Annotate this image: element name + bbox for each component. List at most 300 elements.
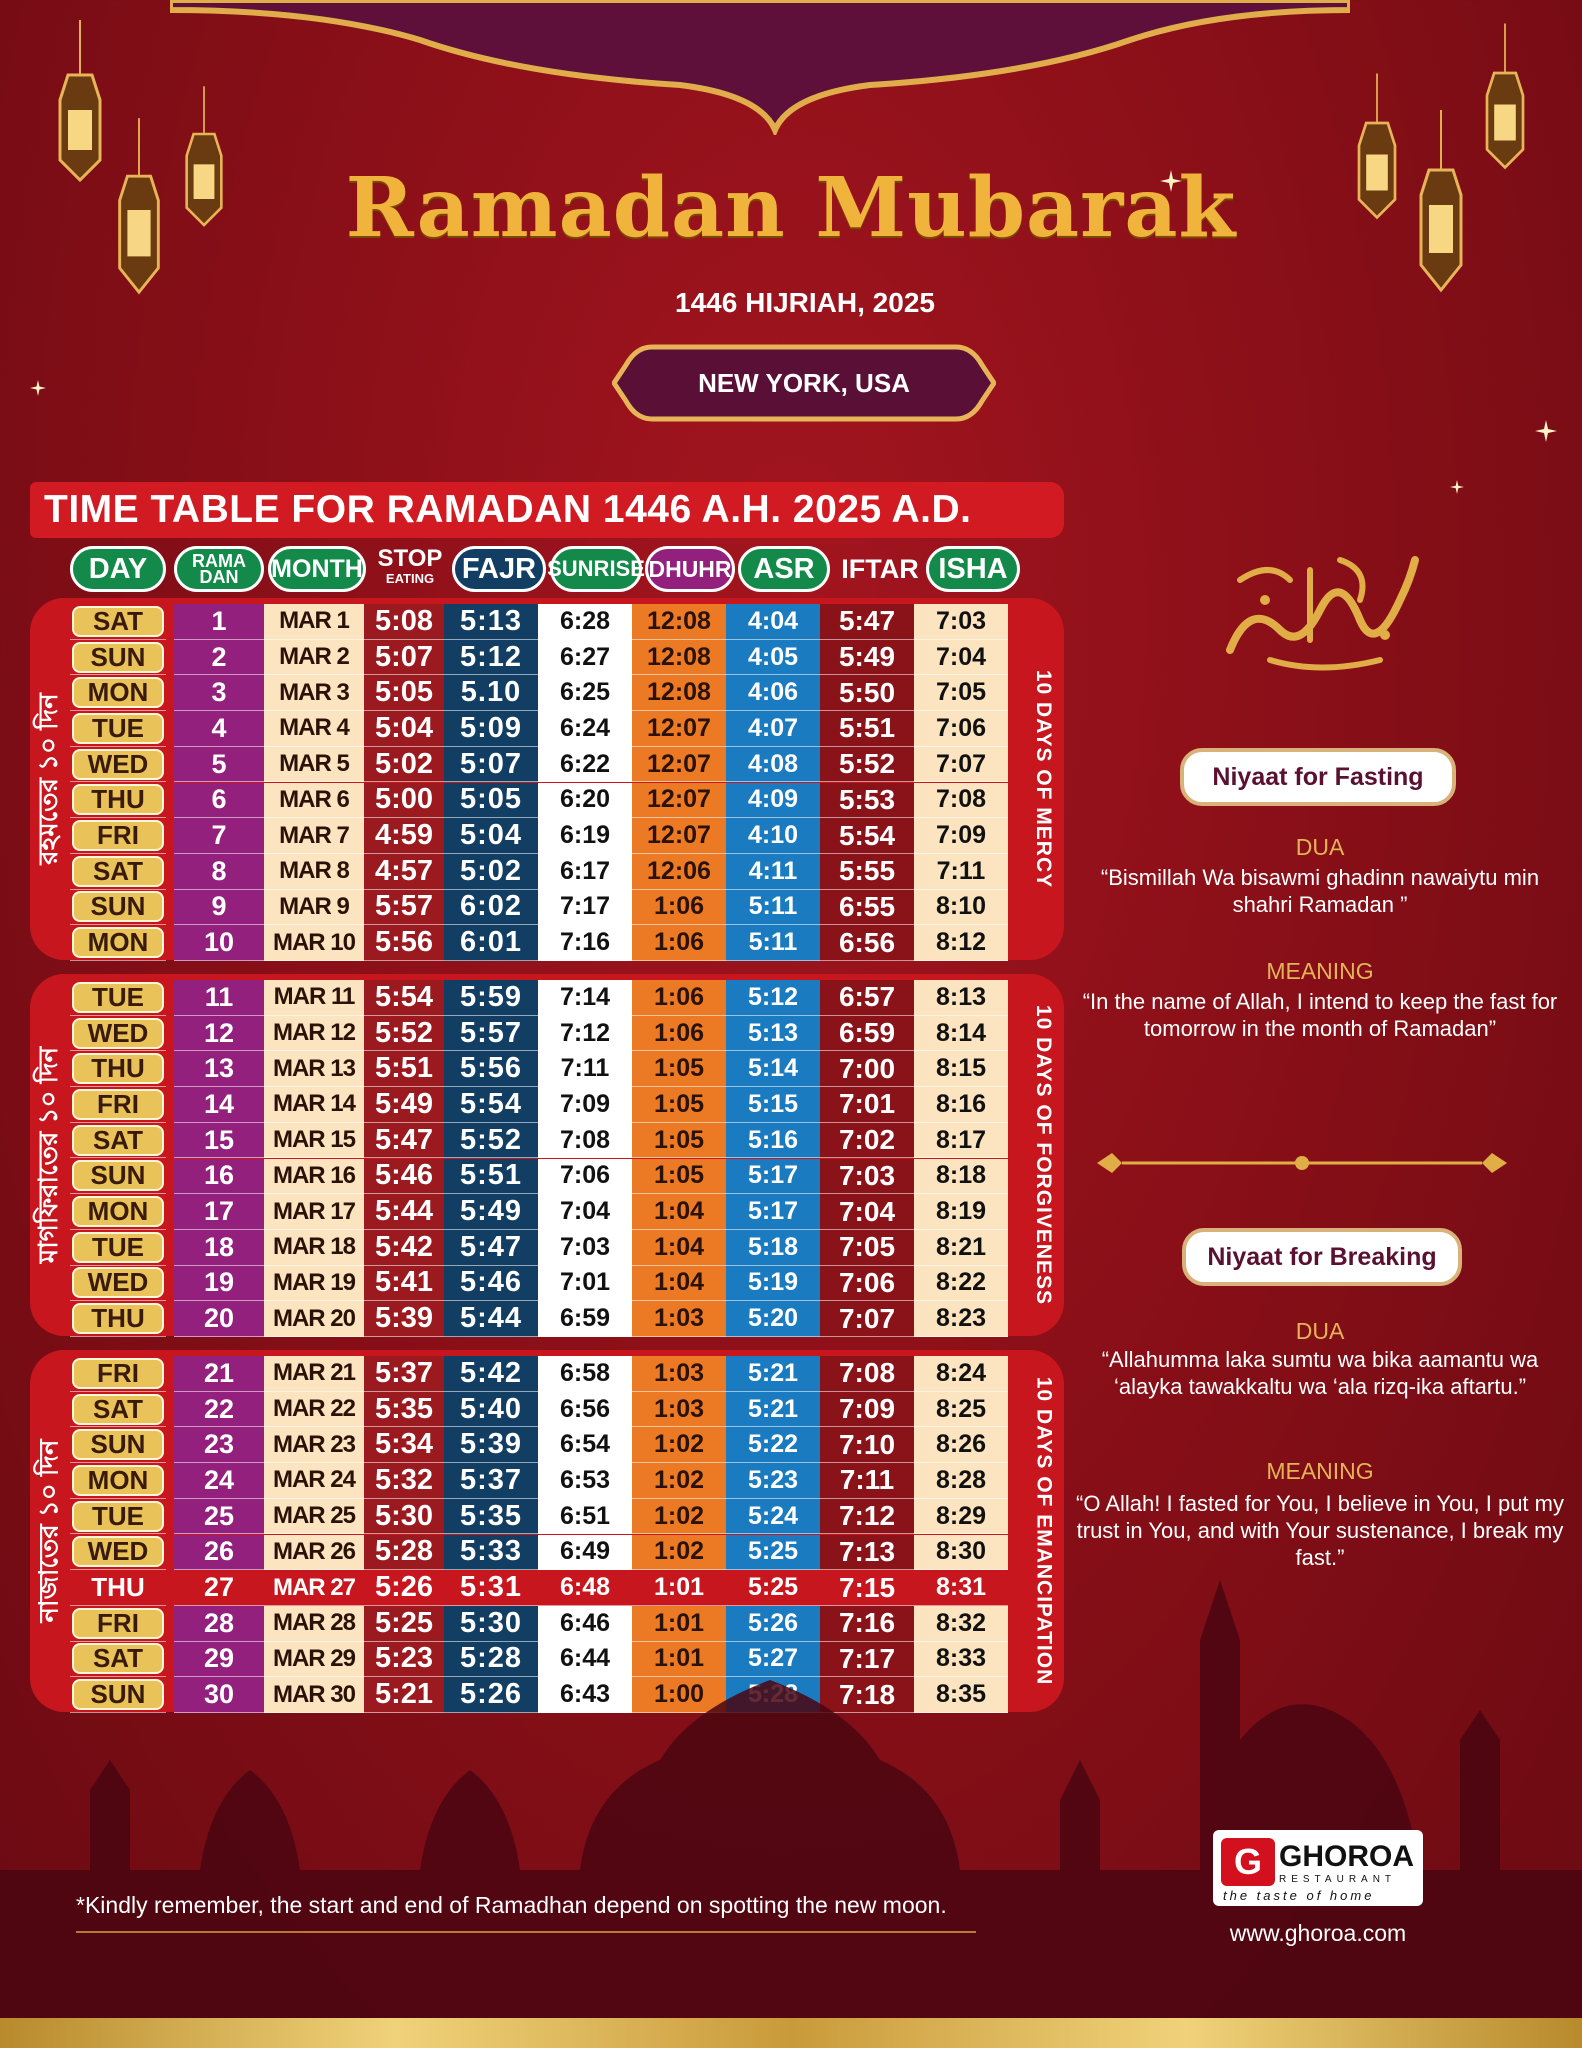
table-title: TIME TABLE FOR RAMADAN 1446 A.H. 2025 A.D. xyxy=(30,482,1064,538)
sunrise-cell: 7:12 xyxy=(538,1016,632,1052)
ramadan-cell: 12 xyxy=(174,1016,264,1052)
sunrise-cell: 6:25 xyxy=(538,675,632,711)
isha-cell: 8:16 xyxy=(914,1087,1008,1123)
asr-cell: 5:17 xyxy=(726,1194,820,1230)
sunrise-cell: 6:54 xyxy=(538,1427,632,1463)
isha-cell: 8:21 xyxy=(914,1230,1008,1266)
sunrise-cell: 6:49 xyxy=(538,1535,632,1571)
stop-eating-cell: 5:25 xyxy=(364,1606,444,1642)
month-cell: MAR 28 xyxy=(264,1606,364,1642)
iftar-cell: 7:16 xyxy=(820,1606,914,1642)
day-label: SUN xyxy=(72,1429,164,1460)
stop-eating-cell: 5:52 xyxy=(364,1016,444,1052)
header-iftar-label: IFTAR xyxy=(841,553,919,584)
dhuhr-cell: 1:05 xyxy=(632,1087,726,1123)
sparkle-icon xyxy=(1450,480,1464,494)
dhuhr-cell: 12:07 xyxy=(632,711,726,747)
asr-cell: 4:08 xyxy=(726,747,820,783)
dhuhr-cell: 1:03 xyxy=(632,1392,726,1428)
ramadan-cell: 3 xyxy=(174,675,264,711)
ramadan-cell: 29 xyxy=(174,1642,264,1678)
sunrise-cell: 6:27 xyxy=(538,640,632,676)
fajr-cell: 5:51 xyxy=(444,1159,538,1195)
asr-cell: 5:17 xyxy=(726,1159,820,1195)
table-row xyxy=(70,783,1010,819)
asr-cell: 4:09 xyxy=(726,783,820,819)
group-emancipation-en-label: 10 DAYS OF EMANCIPATION xyxy=(1032,1376,1055,1686)
dhuhr-cell: 1:03 xyxy=(632,1356,726,1392)
header-dhuhr-label: DHUHR xyxy=(648,555,732,582)
iftar-cell: 5:54 xyxy=(820,818,914,854)
fajr-cell: 5:42 xyxy=(444,1356,538,1392)
day-cell xyxy=(70,1194,166,1230)
fajr-cell: 5:52 xyxy=(444,1123,538,1159)
header-day-label: DAY xyxy=(88,552,148,585)
isha-cell: 8:31 xyxy=(914,1570,1008,1606)
ramadan-cell: 1 xyxy=(174,604,264,640)
day-label: TUE xyxy=(72,982,164,1013)
iftar-cell: 5:51 xyxy=(820,711,914,747)
stop-eating-cell: 5:46 xyxy=(364,1159,444,1195)
location-text: NEW YORK, USA xyxy=(698,368,910,398)
iftar-cell: 7:12 xyxy=(820,1499,914,1535)
isha-cell: 8:35 xyxy=(914,1677,1008,1713)
table-row xyxy=(70,1266,1010,1302)
dhuhr-cell: 1:02 xyxy=(632,1463,726,1499)
ramadan-cell: 8 xyxy=(174,854,264,890)
fajr-cell: 5:59 xyxy=(444,980,538,1016)
ramadan-cell: 23 xyxy=(174,1427,264,1463)
asr-cell: 5:23 xyxy=(726,1463,820,1499)
fajr-cell: 5:13 xyxy=(444,604,538,640)
fasting-dua-text: “Bismillah Wa bisawmi ghadinn nawaiytu min shahri Ramadan ” xyxy=(1100,865,1540,917)
ramadan-cell: 5 xyxy=(174,747,264,783)
hijri-year: 1446 HIJRIAH, 2025 xyxy=(675,287,935,318)
fajr-cell: 5:40 xyxy=(444,1392,538,1428)
stop-eating-cell: 5:49 xyxy=(364,1087,444,1123)
month-cell: MAR 10 xyxy=(264,925,364,961)
isha-cell: 8:29 xyxy=(914,1499,1008,1535)
sunrise-cell: 6:43 xyxy=(538,1677,632,1713)
footnote: *Kindly remember, the start and end of Ramadhan depend on spotting the new moon. xyxy=(76,1892,947,1918)
isha-cell: 7:04 xyxy=(914,640,1008,676)
month-cell: MAR 17 xyxy=(264,1194,364,1230)
table-row xyxy=(70,818,1010,854)
asr-cell: 5:12 xyxy=(726,980,820,1016)
asr-cell: 5:13 xyxy=(726,1016,820,1052)
day-label: FRI xyxy=(72,1608,164,1639)
table-row xyxy=(70,1463,1010,1499)
header-stop-line1: STOP xyxy=(377,545,443,572)
ramadan-cell: 15 xyxy=(174,1123,264,1159)
day-cell xyxy=(70,711,166,747)
iftar-cell: 7:13 xyxy=(820,1535,914,1571)
isha-cell: 8:30 xyxy=(914,1535,1008,1571)
isha-cell: 7:08 xyxy=(914,783,1008,819)
month-cell: MAR 16 xyxy=(264,1159,364,1195)
isha-cell: 8:13 xyxy=(914,980,1008,1016)
day-cell xyxy=(70,1499,166,1535)
isha-cell: 7:09 xyxy=(914,818,1008,854)
month-cell: MAR 1 xyxy=(264,604,364,640)
day-cell xyxy=(70,783,166,819)
stop-eating-cell: 4:57 xyxy=(364,854,444,890)
asr-cell: 4:06 xyxy=(726,675,820,711)
day-cell xyxy=(70,675,166,711)
day-cell xyxy=(70,890,166,926)
table-row xyxy=(70,1230,1010,1266)
day-cell xyxy=(70,1016,166,1052)
table-row xyxy=(70,1159,1010,1195)
table-row xyxy=(70,1301,1010,1337)
sunrise-cell: 6:19 xyxy=(538,818,632,854)
iftar-cell: 5:53 xyxy=(820,783,914,819)
sunrise-cell: 7:09 xyxy=(538,1087,632,1123)
ramadan-cell: 26 xyxy=(174,1535,264,1571)
fajr-cell: 5:09 xyxy=(444,711,538,747)
page-title: Ramadan Mubarak xyxy=(345,160,1237,256)
iftar-cell: 7:07 xyxy=(820,1301,914,1337)
group-mercy-bn xyxy=(30,598,70,960)
day-cell xyxy=(70,854,166,890)
month-cell: MAR 6 xyxy=(264,783,364,819)
iftar-cell: 7:06 xyxy=(820,1266,914,1302)
stop-eating-cell: 5:41 xyxy=(364,1266,444,1302)
stop-eating-cell: 5:00 xyxy=(364,783,444,819)
month-cell: MAR 12 xyxy=(264,1016,364,1052)
isha-cell: 8:17 xyxy=(914,1123,1008,1159)
day-cell xyxy=(70,640,166,676)
dhuhr-cell: 1:01 xyxy=(632,1642,726,1678)
day-label: MON xyxy=(72,1196,164,1227)
day-label: WED xyxy=(72,1267,164,1298)
dhuhr-cell: 12:07 xyxy=(632,783,726,819)
ramadan-cell: 10 xyxy=(174,925,264,961)
day-label: SAT xyxy=(72,606,164,637)
sparkle-icon xyxy=(1535,420,1557,442)
table-row xyxy=(70,854,1010,890)
header-month xyxy=(268,546,366,592)
sunrise-cell: 6:46 xyxy=(538,1606,632,1642)
fajr-cell: 6:02 xyxy=(444,890,538,926)
month-cell: MAR 19 xyxy=(264,1266,364,1302)
table-row xyxy=(70,1356,1010,1392)
asr-cell: 5:27 xyxy=(726,1642,820,1678)
header-sunrise-label: SUNRISE xyxy=(547,556,645,581)
ghoroa-logo-tagline: the taste of home xyxy=(1223,1888,1375,1903)
dhuhr-cell: 1:02 xyxy=(632,1535,726,1571)
table-row xyxy=(70,1087,1010,1123)
dhuhr-cell: 1:02 xyxy=(632,1499,726,1535)
breaking-dua-heading: DUA xyxy=(1295,1318,1345,1344)
sunrise-cell: 6:24 xyxy=(538,711,632,747)
iftar-cell: 5:49 xyxy=(820,640,914,676)
sunrise-cell: 7:11 xyxy=(538,1051,632,1087)
stop-eating-cell: 5:34 xyxy=(364,1427,444,1463)
isha-cell: 7:11 xyxy=(914,854,1008,890)
isha-cell: 8:23 xyxy=(914,1301,1008,1337)
dhuhr-cell: 1:05 xyxy=(632,1051,726,1087)
day-label: THU xyxy=(72,1303,164,1334)
header-month-label: MONTH xyxy=(271,554,363,583)
iftar-cell: 6:59 xyxy=(820,1016,914,1052)
day-label: SAT xyxy=(72,856,164,887)
day-label: FRI xyxy=(72,1089,164,1120)
ramadan-cell: 20 xyxy=(174,1301,264,1337)
asr-cell: 5:11 xyxy=(726,925,820,961)
fajr-cell: 5:04 xyxy=(444,818,538,854)
iftar-cell: 7:09 xyxy=(820,1392,914,1428)
asr-cell: 5:25 xyxy=(726,1570,820,1606)
day-cell xyxy=(70,818,166,854)
sunrise-cell: 7:01 xyxy=(538,1266,632,1302)
month-cell: MAR 24 xyxy=(264,1463,364,1499)
fajr-cell: 5:30 xyxy=(444,1606,538,1642)
dhuhr-cell: 1:06 xyxy=(632,890,726,926)
stop-eating-cell: 5:47 xyxy=(364,1123,444,1159)
asr-cell: 4:04 xyxy=(726,604,820,640)
table-row xyxy=(70,1016,1010,1052)
group-forgiveness-en xyxy=(1022,974,1064,1336)
table-row xyxy=(70,890,1010,926)
sunrise-cell: 6:51 xyxy=(538,1499,632,1535)
asr-cell: 5:21 xyxy=(726,1356,820,1392)
iftar-cell: 5:50 xyxy=(820,675,914,711)
breaking-dua-text: “Allahumma laka sumtu wa bika aamantu wa ‘alayka tawakkaltu wa ‘ala rizq-ika aftartu.” xyxy=(1101,1347,1539,1399)
fajr-cell: 5.10 xyxy=(444,675,538,711)
isha-cell: 7:05 xyxy=(914,675,1008,711)
sunrise-cell: 6:28 xyxy=(538,604,632,640)
group-mercy-en-label: 10 DAYS OF MERCY xyxy=(1032,669,1055,889)
day-cell xyxy=(70,1123,166,1159)
sunrise-cell: 7:17 xyxy=(538,890,632,926)
table-row xyxy=(70,747,1010,783)
isha-cell: 7:03 xyxy=(914,604,1008,640)
dhuhr-cell: 1:06 xyxy=(632,1016,726,1052)
isha-cell: 8:24 xyxy=(914,1356,1008,1392)
iftar-cell: 6:57 xyxy=(820,980,914,1016)
stop-eating-cell: 5:28 xyxy=(364,1535,444,1571)
day-label: FRI xyxy=(72,820,164,851)
month-cell: MAR 5 xyxy=(264,747,364,783)
website-link[interactable]: www.ghoroa.com xyxy=(1229,1920,1407,1946)
group-emancipation-bn-label: নাজাতের ১০ দিন xyxy=(33,1439,63,1623)
asr-cell: 4:05 xyxy=(726,640,820,676)
dhuhr-cell: 1:04 xyxy=(632,1194,726,1230)
isha-cell: 7:07 xyxy=(914,747,1008,783)
iftar-cell: 7:03 xyxy=(820,1159,914,1195)
iftar-cell: 6:55 xyxy=(820,890,914,926)
table-row xyxy=(70,640,1010,676)
iftar-cell: 7:15 xyxy=(820,1570,914,1606)
asr-cell: 4:10 xyxy=(726,818,820,854)
isha-cell: 8:18 xyxy=(914,1159,1008,1195)
header-isha-label: ISHA xyxy=(938,552,1008,585)
stop-eating-cell: 5:08 xyxy=(364,604,444,640)
day-label: THU xyxy=(72,1572,164,1603)
sunrise-cell: 6:22 xyxy=(538,747,632,783)
table-row xyxy=(70,1392,1010,1428)
iftar-cell: 7:10 xyxy=(820,1427,914,1463)
ramadan-cell: 2 xyxy=(174,640,264,676)
isha-cell: 8:33 xyxy=(914,1642,1008,1678)
day-label: SUN xyxy=(72,1160,164,1191)
sunrise-cell: 6:56 xyxy=(538,1392,632,1428)
day-label: SAT xyxy=(72,1125,164,1156)
breaking-meaning-heading: MEANING xyxy=(1266,1458,1374,1484)
sunrise-cell: 6:59 xyxy=(538,1301,632,1337)
month-cell: MAR 2 xyxy=(264,640,364,676)
dhuhr-cell: 12:07 xyxy=(632,818,726,854)
header-asr-label: ASR xyxy=(753,552,815,585)
niyaat-fasting-label: Niyaat for Fasting xyxy=(1212,762,1424,791)
sunrise-cell: 7:06 xyxy=(538,1159,632,1195)
ramadan-cell: 14 xyxy=(174,1087,264,1123)
header-fajr xyxy=(452,546,546,592)
sunrise-cell: 6:48 xyxy=(538,1570,632,1606)
fajr-cell: 5:35 xyxy=(444,1499,538,1535)
table-row xyxy=(70,1194,1010,1230)
month-cell: MAR 15 xyxy=(264,1123,364,1159)
day-label: MON xyxy=(72,1465,164,1496)
isha-cell: 7:06 xyxy=(914,711,1008,747)
ramadan-cell: 27 xyxy=(174,1570,264,1606)
day-label: WED xyxy=(72,1018,164,1049)
iftar-cell: 5:47 xyxy=(820,604,914,640)
day-cell xyxy=(70,1230,166,1266)
table-row xyxy=(70,980,1010,1016)
ramadan-cell: 7 xyxy=(174,818,264,854)
group-forgiveness-en-label: 10 DAYS OF FORGIVENESS xyxy=(1032,1004,1056,1306)
fasting-meaning-heading: MEANING xyxy=(1266,958,1374,984)
table-row xyxy=(70,675,1010,711)
ramadan-cell: 18 xyxy=(174,1230,264,1266)
day-label: SAT xyxy=(72,1394,164,1425)
month-cell: MAR 23 xyxy=(264,1427,364,1463)
day-label: SAT xyxy=(72,1643,164,1674)
dhuhr-cell: 1:05 xyxy=(632,1123,726,1159)
asr-cell: 4:07 xyxy=(726,711,820,747)
day-label: WED xyxy=(72,749,164,780)
fajr-cell: 5:54 xyxy=(444,1087,538,1123)
asr-cell: 5:18 xyxy=(726,1230,820,1266)
stop-eating-cell: 5:57 xyxy=(364,890,444,926)
iftar-cell: 7:04 xyxy=(820,1194,914,1230)
ramadan-cell: 21 xyxy=(174,1356,264,1392)
day-label: MON xyxy=(72,677,164,708)
dhuhr-cell: 1:04 xyxy=(632,1230,726,1266)
day-cell xyxy=(70,1463,166,1499)
stop-eating-cell: 5:39 xyxy=(364,1301,444,1337)
ghoroa-logo[interactable] xyxy=(1213,1830,1423,1906)
breaking-meaning-text: “O Allah! I fasted for You, I believe in You, I put my trust in You, and with Your sustenance, I break my fast.” xyxy=(1076,1491,1564,1570)
table-row xyxy=(70,1051,1010,1087)
day-cell xyxy=(70,1392,166,1428)
ramadan-cell: 4 xyxy=(174,711,264,747)
month-cell: MAR 22 xyxy=(264,1392,364,1428)
fajr-cell: 5:07 xyxy=(444,747,538,783)
day-label: TUE xyxy=(72,713,164,744)
ramadan-cell: 17 xyxy=(174,1194,264,1230)
day-label: TUE xyxy=(72,1501,164,1532)
day-cell xyxy=(70,747,166,783)
month-cell: MAR 27 xyxy=(264,1570,364,1606)
ramadan-cell: 30 xyxy=(174,1677,264,1713)
header-dhuhr xyxy=(645,546,735,592)
sunrise-cell: 7:14 xyxy=(538,980,632,1016)
ramadan-cell: 6 xyxy=(174,783,264,819)
day-cell xyxy=(70,1159,166,1195)
ramadan-cell: 11 xyxy=(174,980,264,1016)
asr-cell: 5:24 xyxy=(726,1499,820,1535)
ramadan-cell: 24 xyxy=(174,1463,264,1499)
sparkle-icon xyxy=(30,380,46,396)
month-cell: MAR 7 xyxy=(264,818,364,854)
group-forgiveness-bn-label: মাগফিরাতের ১০ দিন xyxy=(33,1046,63,1264)
iftar-cell: 6:56 xyxy=(820,925,914,961)
iftar-cell: 5:52 xyxy=(820,747,914,783)
dhuhr-cell: 1:02 xyxy=(632,1427,726,1463)
fasting-dua-heading: DUA xyxy=(1295,834,1345,860)
asr-cell: 4:11 xyxy=(726,854,820,890)
ramadan-kareem-calligraphy-icon xyxy=(1210,540,1430,680)
ramadan-cell: 19 xyxy=(174,1266,264,1302)
dhuhr-cell: 1:03 xyxy=(632,1301,726,1337)
top-arch-ornament xyxy=(170,0,1350,135)
isha-cell: 8:12 xyxy=(914,925,1008,961)
fajr-cell: 5:31 xyxy=(444,1570,538,1606)
sunrise-cell: 6:20 xyxy=(538,783,632,819)
header-sunrise xyxy=(547,546,645,592)
divider-ornament xyxy=(1092,1148,1512,1178)
iftar-cell: 7:18 xyxy=(820,1677,914,1713)
isha-cell: 8:26 xyxy=(914,1427,1008,1463)
fajr-cell: 6:01 xyxy=(444,925,538,961)
footnote-underline xyxy=(76,1928,976,1936)
day-cell xyxy=(70,1301,166,1337)
iftar-cell: 5:55 xyxy=(820,854,914,890)
stop-eating-cell: 5:56 xyxy=(364,925,444,961)
group-forgiveness-bn xyxy=(30,974,70,1336)
ramadan-cell: 25 xyxy=(174,1499,264,1535)
table-row xyxy=(70,1123,1010,1159)
fajr-cell: 5:56 xyxy=(444,1051,538,1087)
month-cell: MAR 4 xyxy=(264,711,364,747)
iftar-cell: 7:11 xyxy=(820,1463,914,1499)
isha-cell: 8:22 xyxy=(914,1266,1008,1302)
day-label: WED xyxy=(72,1536,164,1567)
table-row xyxy=(70,604,1010,640)
dhuhr-cell: 1:01 xyxy=(632,1606,726,1642)
niyaat-fasting-badge xyxy=(1180,748,1456,806)
fajr-cell: 5:26 xyxy=(444,1677,538,1713)
day-label: THU xyxy=(72,784,164,815)
niyaat-breaking-label: Niyaat for Breaking xyxy=(1207,1242,1437,1271)
iftar-cell: 7:02 xyxy=(820,1123,914,1159)
day-cell xyxy=(70,1051,166,1087)
day-label: MON xyxy=(72,927,164,958)
day-cell xyxy=(70,980,166,1016)
group-mercy-en xyxy=(1022,598,1064,960)
header-stop-line2: EATING xyxy=(385,571,435,586)
fajr-cell: 5:39 xyxy=(444,1427,538,1463)
group-mercy-bn-label: রহমতের ১০ দিন xyxy=(33,693,63,865)
dhuhr-cell: 12:08 xyxy=(632,640,726,676)
day-label: TUE xyxy=(72,1232,164,1263)
stop-eating-cell: 5:26 xyxy=(364,1570,444,1606)
stop-eating-cell: 5:32 xyxy=(364,1463,444,1499)
dhuhr-cell: 1:01 xyxy=(632,1570,726,1606)
